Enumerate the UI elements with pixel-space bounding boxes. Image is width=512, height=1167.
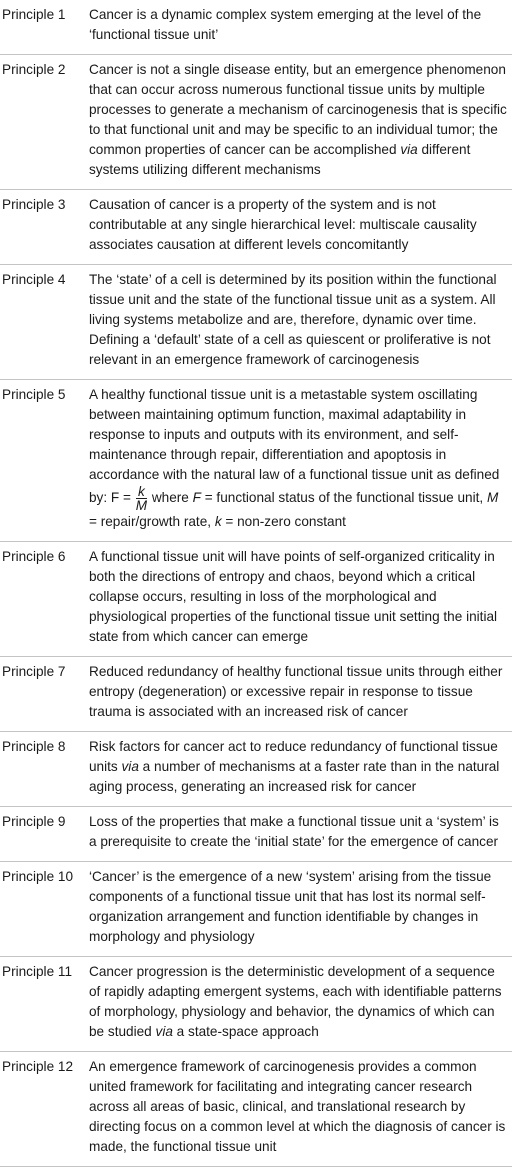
table-row [0,862,512,957]
principle-label: Principle 4 [2,272,66,287]
principle-text: Cancer is not a single disease entity, but an emergence phenomenon that can occur across numerous functional tissue units by multiple processes to generate a mechanism of carcinogenesis that is specific to that functional unit and may be specific to an individual tumor; the common properties of cancer can be accomplished via different systems utilizing different mechanisms [89,62,507,177]
principle-label: Principle 7 [2,664,66,679]
table-row [0,957,512,1052]
principle-text: An emergence framework of carcinogenesis provides a common united framework for facilitating and integrating cancer research across all areas of basic, clinical, and translational research by directing focus on a common level at which the diagnosis of cancer is made, the functional tissue unit [89,1059,506,1154]
fraction-k-over-m [136,485,147,512]
principle-label: Principle 12 [2,1059,74,1074]
principle-label: Principle 3 [2,197,66,212]
table-row [0,732,512,807]
principle-text: Reduced redundancy of healthy functional tissue units through either entropy (degeneration) or excessive repair in response to tissue trauma is associated with an increased risk of cancer [89,664,503,719]
fraction-denominator: M [135,498,148,513]
fraction-numerator: k [136,485,147,499]
table-row [0,1052,512,1167]
principle-label: Principle 5 [2,387,66,402]
principle-text: Risk factors for cancer act to reduce redundancy of functional tissue units via a number of mechanisms at a faster rate than in the natural aging process, generating an increased risk for cancer [89,739,500,794]
table-row [0,0,512,55]
principle-text: Cancer is a dynamic complex system emerging at the level of the ‘functional tissue unit’ [89,7,482,42]
table-row [0,657,512,732]
principle-label: Principle 11 [2,964,73,979]
principle-text: Loss of the properties that make a functional tissue unit a ‘system’ is a prerequisite to create the ‘initial state’ for the emergence of cancer [89,814,499,849]
principle-text: The ‘state’ of a cell is determined by its position within the functional tissue unit and the state of the functional tissue unit as a system. All living systems metabolize and are, therefore, dynamic over time. Defining a ‘default’ state of a cell as quiescent or proliferative is not relevant in an emergence framework of carcinogenesis [89,272,497,367]
principle-text: ‘Cancer’ is the emergence of a new ‘system’ arising from the tissue components of a functional tissue unit that has lost its normal self-organization arrangement and function identifiable by changes in morphology and physiology [89,869,492,944]
table-row [0,542,512,657]
table-row [0,380,512,542]
table-row [0,190,512,265]
table-row [0,55,512,190]
principle-label: Principle 6 [2,549,66,564]
principle-text: Cancer progression is the deterministic development of a sequence of rapidly adapting emergent systems, each with identifiable patterns of morphology, physiology and behavior, the dynamics of which can be studied via a state-space approach [89,964,502,1039]
principle-label: Principle 10 [2,869,74,884]
principle-label: Principle 1 [2,7,66,22]
principle-text: Causation of cancer is a property of the system and is not contributable at any single hierarchical level: multiscale causality associates causation at different levels concomitantly [89,197,477,252]
principle-text: A healthy functional tissue unit is a metastable system oscillating between maintaining optimum function, maximal adaptability in response to inputs and outputs with its environment, and self-maintenance through repair, differentiation and apoptosis in accordance with the natural law of a functional tissue unit as defined by: F = $\frac{k}{M}$ where F = functional status of the functional tissue unit, M = repair/growth rate, k = non-zero constant [89,387,500,529]
principle-text: A functional tissue unit will have points of self-organized criticality in both the directions of entropy and chaos, beyond which a critical collapse occurs, resulting in loss of the morphological and physiological properties of the functional tissue unit setting the initial state from which cancer can emerge [89,549,498,644]
table-row [0,265,512,380]
principle-label: Principle 2 [2,62,66,77]
principle-label: Principle 8 [2,739,66,754]
principle-label: Principle 9 [2,814,66,829]
table-row [0,807,512,862]
